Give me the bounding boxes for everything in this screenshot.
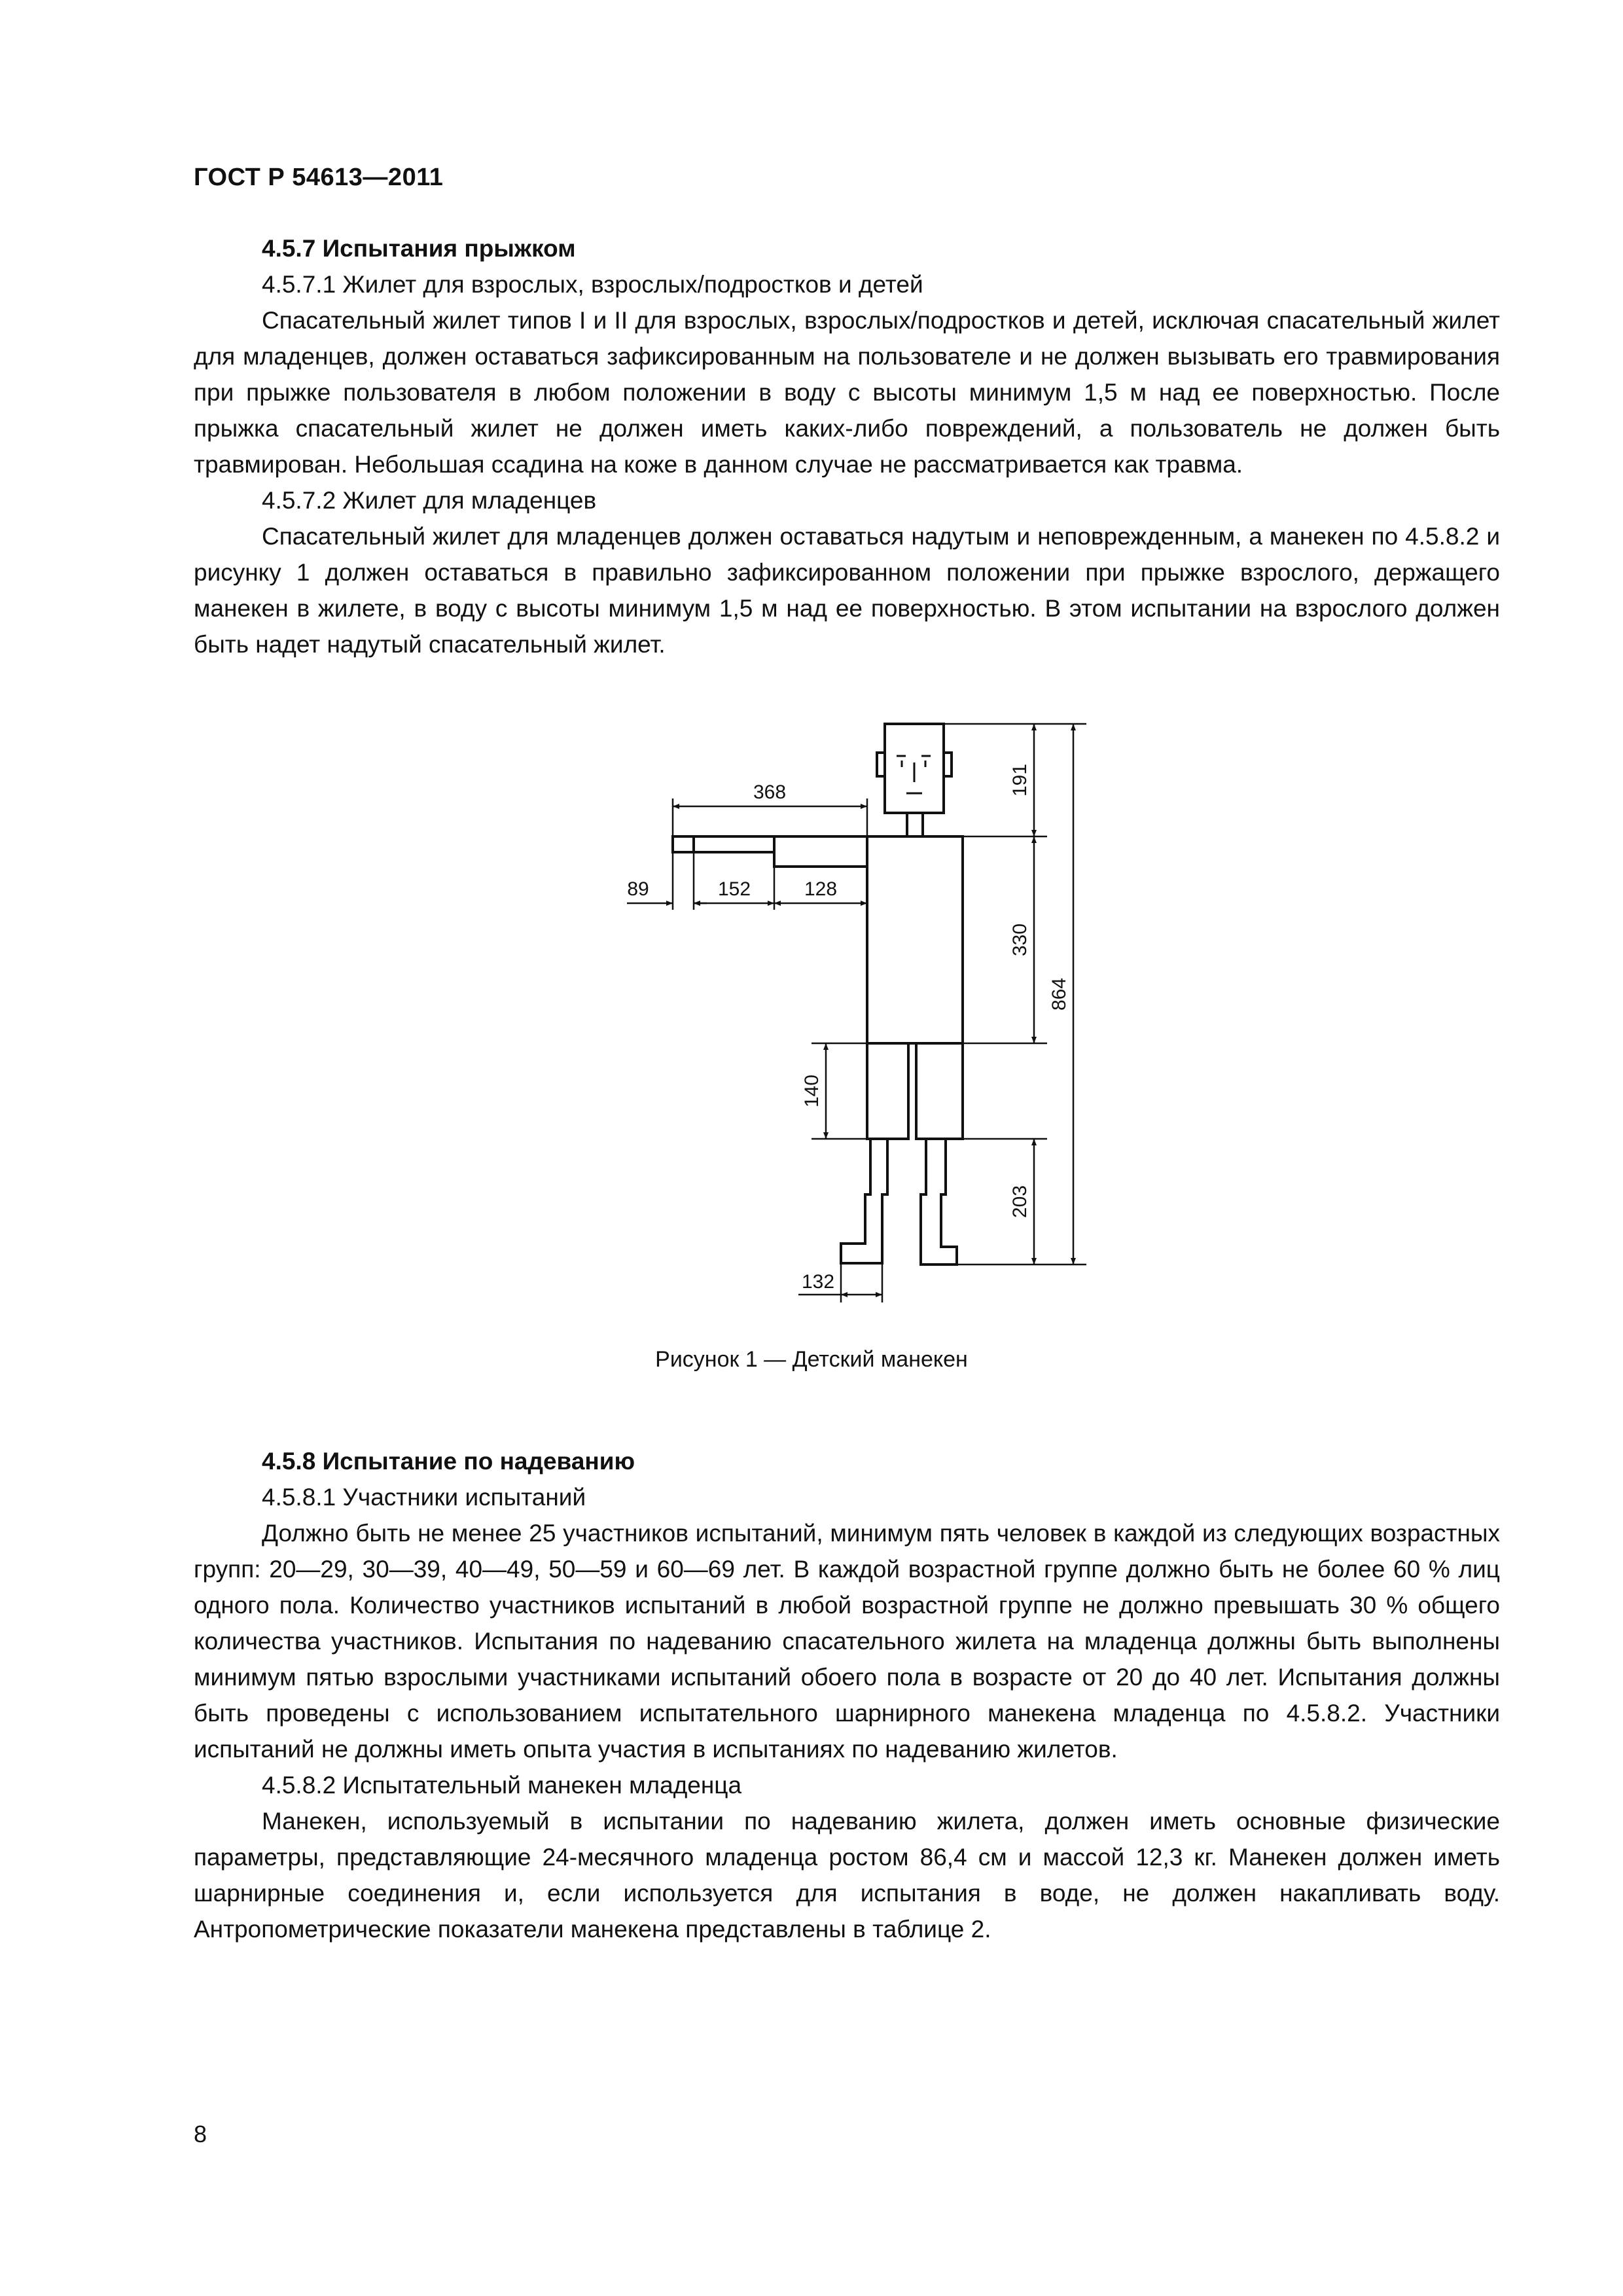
mannequin-outline: [673, 724, 963, 1265]
paragraph-4-5-8-1: Должно быть не менее 25 участников испытаний, минимум пять человек в каждой из следующих возрастных групп: 20—29, 30—39, 40—49, 50—59 и 60—69 лет. В каждой возрастной группе должно быть не более 60 % лиц одного пола. Количество участников испытаний в любой возрастной группе не должно превышать 30 % общего количества участников. Испытания по надеванию спасательного жилета на младенца должны быть выполнены минимум пятью взрослыми участниками испытаний обоего пола в возрасте от 20 до 40 лет. Испытания должны быть проведены с использованием испытательного шарнирного манекена младенца по 4.5.8.2. Участники испытаний не должны иметь опыта участия в испытаниях по надеванию жилетов.: [194, 1520, 1500, 1763]
subsection-title-4-5-8-2: 4.5.8.2 Испытательный манекен младенца: [262, 1772, 742, 1799]
section-heading-4-5-8: 4.5.8 Испытание по надеванию: [262, 1448, 635, 1475]
dimension-label-lower-leg: 203: [1009, 1185, 1031, 1219]
section-4-5-7: [194, 230, 1500, 662]
paragraph-4-5-8-2: Манекен, используемый в испытании по надеванию жилета, должен иметь основные физические параметры, представляющие 24-месячного младенца ростом 86,4 см и массой 12,3 кг. Манекен должен иметь шарнирные соединения и, если используется для испытания в воде, не должен накапливать воду. Антропометрические показатели манекена представлены в таблице 2.: [194, 1808, 1500, 1943]
subsection-title-4-5-7-2: 4.5.7.2 Жилет для младенцев: [262, 487, 597, 514]
section-heading-4-5-7: 4.5.7 Испытания прыжком: [262, 235, 576, 262]
dimension-label-thigh: 140: [801, 1074, 823, 1108]
dimension-label-total-height: 864: [1048, 977, 1070, 1011]
mannequin-upper-arm: [774, 836, 867, 867]
mannequin-left-thigh: [867, 1043, 908, 1139]
dimension-label-forearm: 152: [717, 878, 751, 900]
mannequin-neck: [907, 813, 923, 836]
figure-caption: Рисунок 1 — Детский манекен: [655, 1347, 968, 1372]
mannequin-torso: [867, 836, 963, 1043]
subsection-title-4-5-7-1: 4.5.7.1 Жилет для взрослых, взрослых/подростков и детей: [262, 271, 923, 298]
figure-infant-mannequin: [589, 707, 1113, 1309]
section-4-5-8: [194, 1443, 1500, 1947]
standard-code-header: ГОСТ Р 54613—2011: [194, 164, 444, 191]
dimension-label-foot: 132: [801, 1271, 835, 1293]
dimension-label-arm-total: 368: [753, 781, 787, 803]
subsection-title-4-5-8-1: 4.5.8.1 Участники испытаний: [262, 1484, 586, 1511]
mannequin-forearm: [694, 836, 774, 852]
mannequin-right-thigh: [916, 1043, 963, 1139]
dimension-label-upper-arm: 128: [804, 878, 838, 900]
paragraph-4-5-7-1: Спасательный жилет типов I и II для взрослых, взрослых/подростков и детей, исключая спасательный жилет для младенцев, должен оставаться зафиксированным на пользователе и не должен вызывать его травмирования при прыжке пользователя в любом положении в воду с высоты минимум 1,5 м над ее поверхностью. После прыжка спасательный жилет не должен иметь каких-либо повреждений, а пользователь не должен быть травмирован. Небольшая ссадина на коже в данном случае не рассматривается как травма.: [194, 307, 1500, 478]
mannequin-right-lower-leg: [921, 1139, 957, 1265]
mannequin-left-ear: [877, 753, 885, 776]
mannequin-right-ear: [944, 753, 952, 776]
mannequin-left-lower-leg: [841, 1139, 887, 1263]
dimension-label-hand: 89: [627, 878, 649, 900]
mannequin-drawing: [589, 707, 1113, 1309]
dimension-label-torso: 330: [1009, 923, 1031, 957]
mannequin-face: [897, 756, 931, 793]
dimension-label-head: 191: [1009, 763, 1031, 797]
paragraph-4-5-7-2: Спасательный жилет для младенцев должен оставаться надутым и неповрежденным, а манекен по 4.5.8.2 и рисунку 1 должен оставаться в правильно зафиксированном положении при прыжке взрослого, держащего манекен в жилете, в воду с высоты минимум 1,5 м над ее поверхностью. В этом испытании на взрослого должен быть надет надутый спасательный жилет.: [194, 523, 1500, 658]
page-number: 8: [194, 2121, 207, 2147]
mannequin-hand: [673, 836, 694, 852]
